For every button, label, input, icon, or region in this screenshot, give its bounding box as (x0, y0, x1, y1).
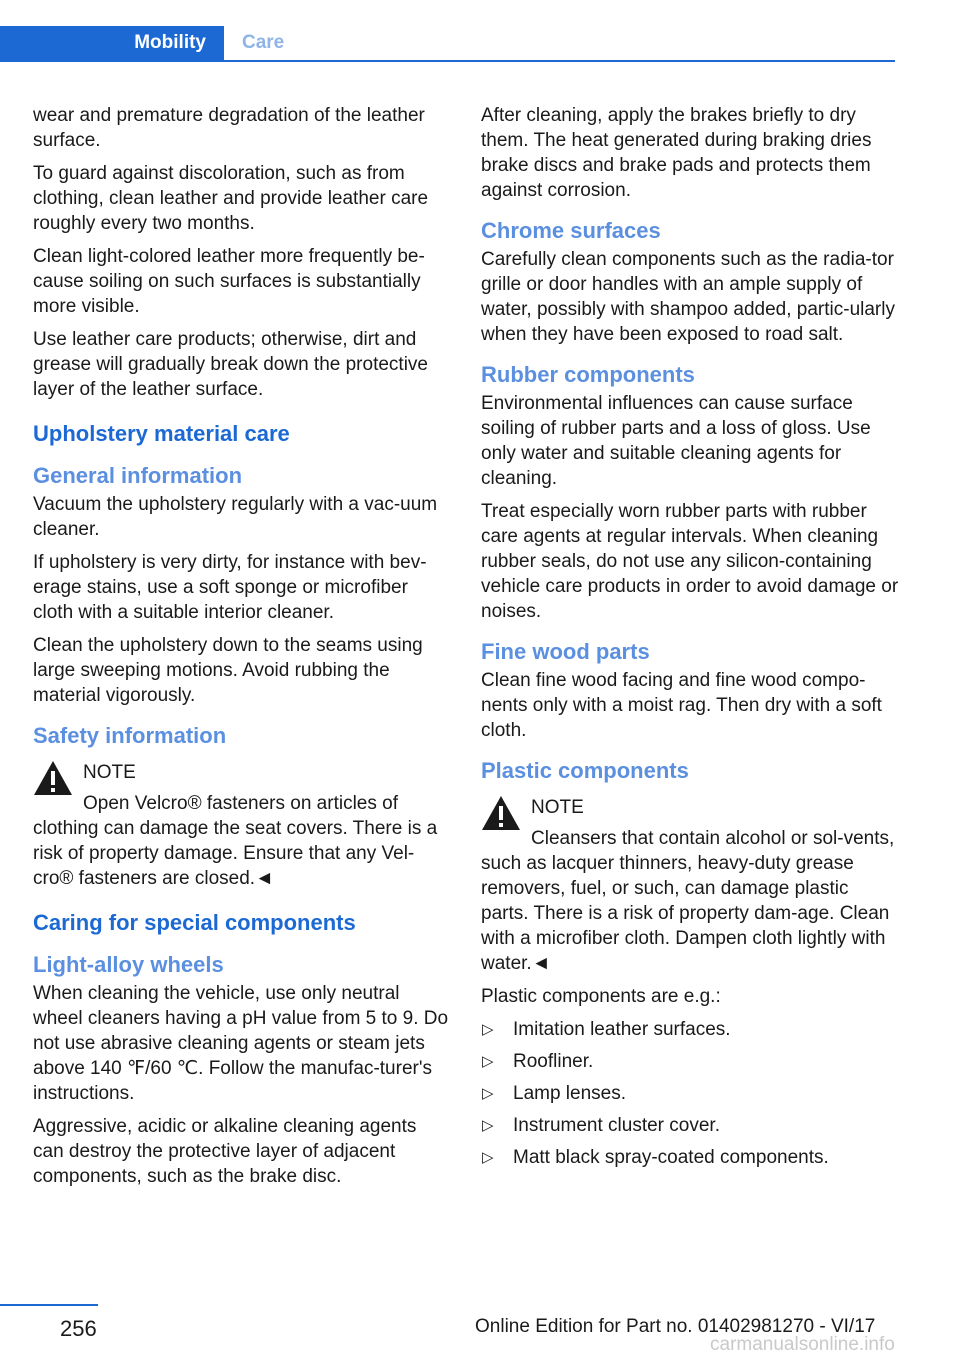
list-item: ▷ Matt black spray-coated components. (482, 1147, 829, 1168)
page-number: 256 (60, 1316, 97, 1341)
note-title: NOTE (83, 762, 136, 783)
triangle-bullet-icon: ▷ (482, 1149, 494, 1166)
paragraph: Plastic components are e.g.: (481, 986, 721, 1007)
heading-caring-special-components: Caring for special components (33, 910, 356, 935)
heading-chrome-surfaces: Chrome surfaces (481, 218, 661, 243)
heading-upholstery-material-care: Upholstery material care (33, 421, 290, 446)
triangle-bullet-icon: ▷ (482, 1117, 494, 1134)
paragraph: Clean light-colored leather more frequently be-cause soiling on such surfaces is substantially more visible. (33, 246, 425, 317)
tab-care[interactable]: Care (242, 32, 285, 53)
right-column (481, 103, 899, 1177)
plastic-components-list (481, 1017, 899, 1170)
header-tabbar (0, 26, 895, 62)
paragraph: Aggressive, acidic or alkaline cleaning agents can destroy the protective layer of adjacent components, such as the brake disc. (33, 1116, 417, 1187)
note-body: Cleansers that contain alcohol or sol-vents, such as lacquer thinners, heavy-duty grease removers, fuel, or such, can damage plastic parts. There is a risk of property dam-age. Clean with a microfiber cloth. Dampen cloth lightly with water.◄ (481, 828, 895, 974)
note-cleansers (481, 787, 899, 976)
paragraph: When cleaning the vehicle, use only neutral wheel cleaners having a pH value from 5 to 9. Do not use abrasive cleaning agents or steam jets above 140 ℉/60 ℃. Follow the manufac-turer's instructions. (33, 983, 449, 1104)
triangle-bullet-icon: ▷ (482, 1053, 494, 1070)
paragraph: Vacuum the upholstery regularly with a vac-uum cleaner. (33, 494, 438, 540)
left-column (33, 103, 451, 1197)
warning-triangle-icon (481, 795, 521, 831)
tab-mobility[interactable]: Mobility (0, 26, 224, 60)
list-item: ▷ Instrument cluster cover. (482, 1115, 720, 1136)
note-body: Open Velcro® fasteners on articles of clothing can damage the seat covers. There is a risk of property damage. Ensure that any Vel-cro® fasteners are closed.◄ (33, 793, 438, 889)
heading-fine-wood-parts: Fine wood parts (481, 639, 650, 664)
paragraph: Clean fine wood facing and fine wood compo-nents only with a moist rag. Then dry with a soft cloth. (481, 670, 882, 741)
list-item: ▷ Lamp lenses. (482, 1083, 627, 1104)
paragraph: wear and premature degradation of the leather surface. (33, 105, 425, 151)
edition-text: Online Edition for Part no. 01402981270 - VI/17 (475, 1316, 876, 1337)
heading-safety-information: Safety information (33, 723, 227, 748)
heading-light-alloy-wheels: Light-alloy wheels (33, 952, 224, 977)
paragraph: Use leather care products; otherwise, dirt and grease will gradually break down the protective layer of the leather surface. (33, 329, 428, 400)
triangle-bullet-icon: ▷ (482, 1085, 494, 1102)
heading-general-information: General information (33, 463, 243, 488)
list-item: ▷ Imitation leather surfaces. (482, 1019, 731, 1040)
footer-accent-line (0, 1304, 98, 1306)
triangle-bullet-icon: ▷ (482, 1021, 494, 1038)
paragraph: To guard against discoloration, such as from clothing, clean leather and provide leather care roughly every two months. (33, 163, 429, 234)
paragraph: After cleaning, apply the brakes briefly to dry them. The heat generated during braking dries brake discs and brake pads and protects them against corrosion. (481, 105, 872, 201)
paragraph: Clean the upholstery down to the seams using large sweeping motions. Avoid rubbing the material vigorously. (33, 635, 423, 706)
list-item: ▷ Roofliner. (482, 1051, 594, 1072)
heading-rubber-components: Rubber components (481, 362, 695, 387)
note-title: NOTE (531, 797, 584, 818)
heading-plastic-components: Plastic components (481, 758, 689, 783)
paragraph: Carefully clean components such as the radia-tor grille or door handles with an ample supply of water, possibly with shampoo added, partic-ularly when they have been exposed to road salt. (481, 249, 895, 345)
paragraph: Treat especially worn rubber parts with rubber care agents at regular intervals. When cleaning rubber seals, do not use any silicon-containing vehicle care products in order to avoid damage or noises. (481, 501, 899, 622)
watermark: carmanualsonline.info (710, 1334, 895, 1355)
paragraph: If upholstery is very dirty, for instance with bev-erage stains, use a soft sponge or microfiber cloth with a suitable interior cleaner. (33, 552, 427, 623)
warning-triangle-icon (33, 760, 73, 796)
paragraph: Environmental influences can cause surface soiling of rubber parts and a loss of gloss. Use only water and suitable cleaning agents for cleaning. (481, 393, 871, 489)
note-velcro (33, 752, 451, 891)
